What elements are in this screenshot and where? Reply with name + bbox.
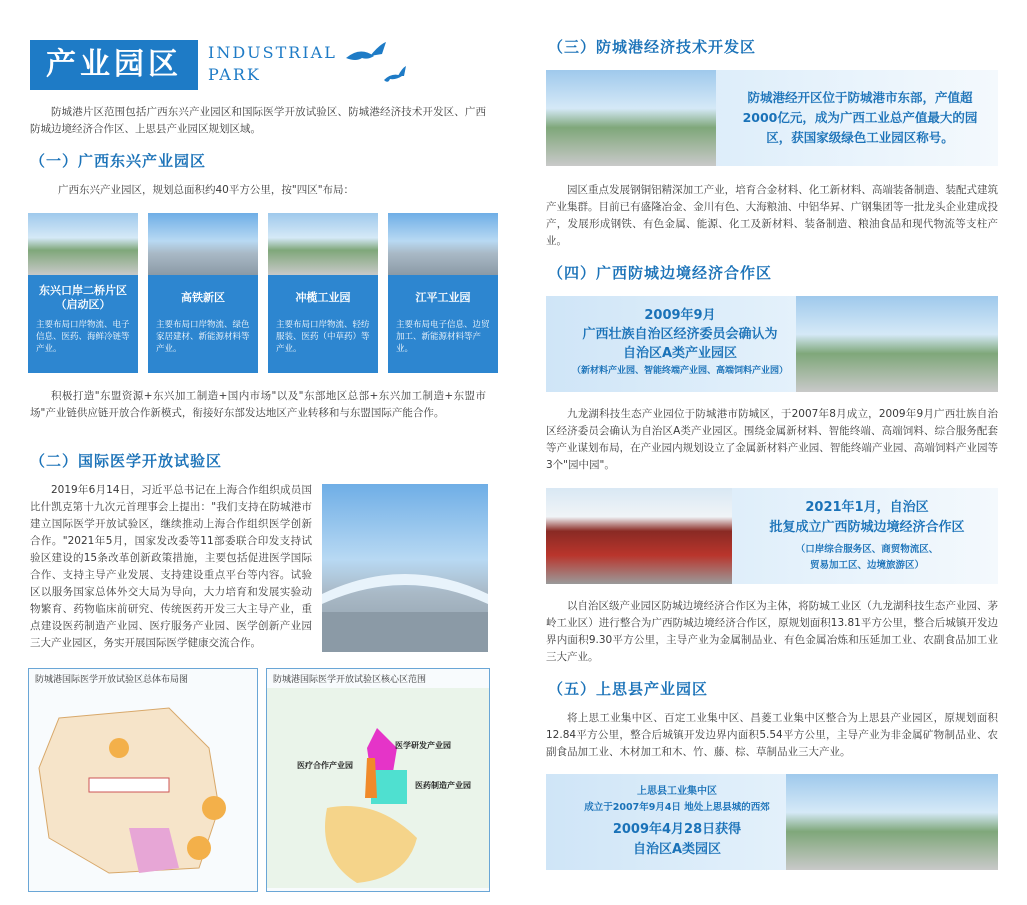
- section2-title: （二）国际医学开放试验区: [30, 452, 223, 470]
- core-map-graphic: [267, 688, 489, 888]
- park-desc: 主要布局口岸物流、绿色家居建材、新能源材料等产业。: [156, 320, 250, 354]
- banner-line: 2009年9月: [644, 308, 716, 323]
- overall-layout-map: [28, 668, 258, 892]
- banner-line: 2009年4月28日获得: [612, 822, 742, 837]
- section4-body1: 九龙湖科技生态产业园位于防城港市防城区，于2007年8月成立，2009年9月广西壮族自治区经济委员会确认为自治区A类产业园区。围绕金属新材料、智能终端、高端饲料、综合服务配套等产业谋划布局，在产业园内规划设立了金属新材料产业园、智能终端产业园、高端饲料产业园等3个"园中园"。: [546, 408, 998, 471]
- title-en-line1: INDUSTRIAL: [208, 43, 337, 62]
- map-label: 医学研发产业园: [395, 741, 451, 750]
- park-card-chonglan: [268, 213, 378, 373]
- park-photo: [28, 213, 138, 275]
- industrial-park-photo: [546, 70, 716, 166]
- banner-line: 自治区A类产业园区: [622, 346, 738, 361]
- banner-sub: （新材料产业园、智能终端产业园、高端饲料产业园）: [571, 366, 788, 376]
- park-card-dongxing: [28, 213, 138, 373]
- banner-line: 批复成立广西防城边境经济合作区: [769, 520, 965, 535]
- banner-sub: （口岸综合服务区、商贸物流区、: [795, 544, 939, 555]
- map-label: 医疗合作产业园: [297, 761, 353, 770]
- core-zone-map: [266, 668, 490, 892]
- layout-map-graphic: [29, 688, 257, 888]
- map-title: 防城港国际医学开放试验区总体布局图: [35, 675, 189, 685]
- section5-body: 将上思工业集中区、百定工业集中区、昌菱工业集中区整合为上思县产业园区，原规划面积12.84平方公里，整合后城镇开发边界内面积5.54平方公里，主导产业为非金属矿物制品业、农副食品加工业、木材加工和木、竹、藤、棕、草制品业三大产业。: [546, 712, 998, 758]
- park-name: 冲榄工业园: [295, 291, 351, 304]
- park-name: 江平工业园: [415, 291, 471, 304]
- banner-line: 自治区A类园区: [632, 842, 722, 857]
- border-zone-building-photo: [546, 488, 732, 584]
- section4-banner1: [546, 296, 998, 392]
- page-title-english: [208, 42, 337, 86]
- section3-body: 园区重点发展钢铜铝精深加工产业，培育合金材料、化工新材料、高端装备制造、装配式建筑产业集群。目前已有盛隆冶金、金川有色、大海粮油、中铝华昇、广钢集团等一批龙头企业建成投产，发展形成钢铁、有色金属、能源、化工及新材料、装备制造、粮油食品和现代物流等支柱产业。: [546, 184, 998, 247]
- park-card-gaotie: [148, 213, 258, 373]
- park-photo: [268, 213, 378, 275]
- gate-arch-icon: [322, 484, 488, 652]
- park-name: 东兴口岸二桥片区: [39, 284, 127, 297]
- medical-zone-gate-photo: [322, 484, 488, 652]
- shangsi-county-photo: [786, 774, 998, 870]
- park-desc: 主要布局口岸物流、电子信息、医药、海鲜冷链等产业。: [36, 320, 130, 354]
- jiulonghu-park-photo: [796, 296, 998, 392]
- map-label: 医药制造产业园: [415, 781, 471, 790]
- park-photo: [388, 213, 498, 275]
- banner-line: 成立于2007年9月4日 地处上思县城的西郊: [584, 802, 770, 813]
- section5-banner: [546, 774, 998, 870]
- banner-line: 2021年1月，自治区: [805, 500, 929, 515]
- section5-title: （五）上思县产业园区: [548, 680, 709, 698]
- section3-banner-text: 防城港经开区位于防城港市东部，产值超2000亿元，成为广西工业总产值最大的园区，获国家级绿色工业园区称号。: [742, 90, 978, 145]
- section4-body2: 以自治区级产业园区防城边境经济合作区为主体，将防城工业区（九龙湖科技生态产业园、茅岭工业区）进行整合为广西防城边境经济合作区，原规划面积13.81平方公里，整合后城镇开发边界内面积9.30平方公里，主导产业为金属制品业、有色金属冶炼和压延加工业、农副食品加工业三大产业。: [546, 600, 998, 663]
- park-name: 高铁新区: [181, 291, 225, 304]
- section2-body: 2019年6月14日，习近平总书记在上海合作组织成员国比什凯克第十九次元首理事会上提出："我们支持在防城港市建立国际医学开放试验区，继续推动上海合作组织医学创新合作。"2021年5月，国家发改委等11部委联合印发支持试验区建设的15条改革创新政策措施，主要包括促进医学国际合作、支持主导产业发展、支持建设重点平台等内容。试验区以服务国家总体外交大局为导向，大力培育和发展实验动物繁育、药物临床前研究、传统医药开发三大主导产业，重点建设医药制造产业园、医疗服务产业园、医学创新产业园三大产业园区，务实开展国际医学健康交流合作。: [30, 484, 312, 649]
- section4-banner2: [546, 488, 998, 584]
- park-photo: [148, 213, 258, 275]
- section3-title: （三）防城港经济技术开发区: [548, 38, 757, 56]
- title-en-line2: PARK: [208, 65, 261, 84]
- section1-lead: 广西东兴产业园区，规划总面积约40平方公里，按"四区"布局：: [58, 184, 355, 196]
- crane-birds-icon: [340, 36, 410, 90]
- section4-title: （四）广西防城边境经济合作区: [548, 264, 773, 282]
- banner-sub: 贸易加工区、边境旅游区）: [809, 560, 924, 571]
- park-card-jiangping: [388, 213, 498, 373]
- intro-paragraph: 防城港片区范围包括广西东兴产业园区和国际医学开放试验区、防城港经济技术开发区、广西防城边境经济合作区、上思县产业园区规划区域。: [30, 106, 486, 135]
- section3-banner: [546, 70, 998, 166]
- page-title: 产业园区: [30, 40, 198, 90]
- section1-title: （一）广西东兴产业园区: [30, 152, 207, 170]
- banner-line: 上思县工业集中区: [637, 786, 717, 797]
- banner-line: 广西壮族自治区经济委员会确认为: [582, 327, 778, 342]
- park-name-sub: （启动区）: [55, 298, 111, 311]
- park-desc: 主要布局电子信息、边贸加工、新能源材料等产业。: [396, 320, 490, 354]
- map-title: 防城港国际医学开放试验区核心区范围: [273, 675, 427, 685]
- park-desc: 主要布局口岸物流、轻纺服装、医药（中草药）等产业。: [276, 320, 370, 354]
- section1-summary: 积极打造"东盟资源+东兴加工制造+国内市场"以及"东部地区总部+东兴加工制造+东盟市场"产业链供应链开放合作新模式，衔接好东部发达地区产业转移和与东盟国际产能合作。: [30, 390, 486, 419]
